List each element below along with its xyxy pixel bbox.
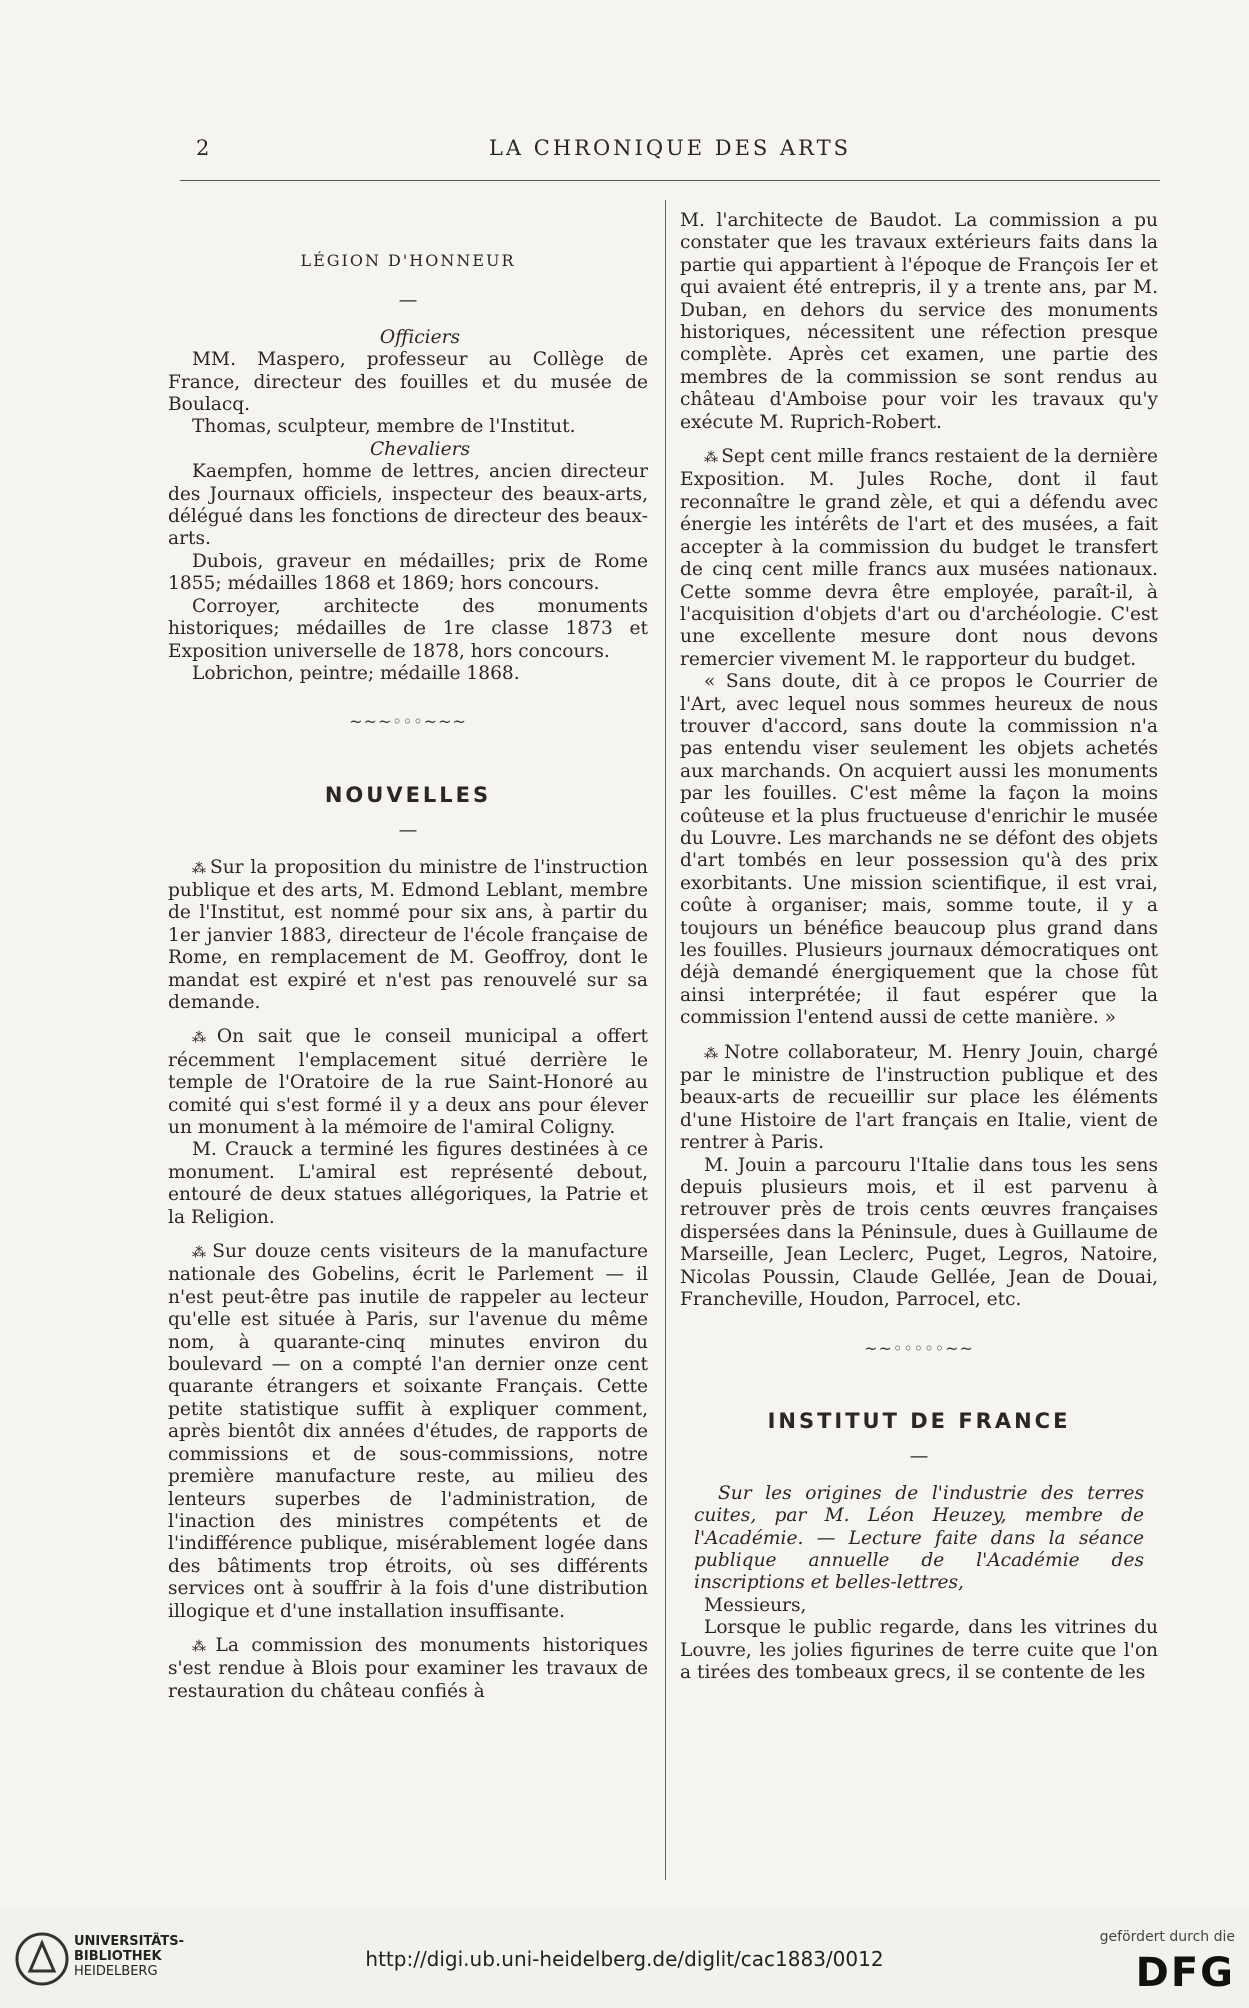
chevalier-entry: Dubois, graveur en médailles; prix de Rome 1855; médailles 1868 et 1869; hors concours. (168, 550, 648, 595)
institut-title: INSTITUT DE FRANCE (767, 1408, 1071, 1433)
news-paragraph: M. Jouin a parcouru l'Italie dans tous les sens depuis plusieurs mois, et il est parvenu à retrouver près de trois cents œuvres françaises dispersées dans la Péninsule, dues à Guillaume de Marseille, Jean Leclerc, Puget, Legros, Natoire, Nicolas Poussin, Claude Gellée, Jean de Douai, Francheville, Houdon, Parrocel, etc. (680, 1154, 1158, 1311)
news-paragraph: ⁂ Sur la proposition du ministre de l'instruction publique et des arts, M. Edmond Leblant, membre de l'Institut, est nommé pour six ans, à partir du 1er janvier 1883, directeur de l'école française de Rome, en remplacement de M. Geoffroy, dont le mandat est expiré et n'est pas renouvelé sur sa demande. (168, 856, 649, 1013)
section-dash: — (909, 1446, 929, 1468)
asterism-icon: ⁂ (704, 450, 718, 467)
ornament-divider: ~~◦◦◦◦◦~~ (864, 1338, 974, 1358)
officiers-label: Officiers (379, 326, 461, 348)
salutation: Messieurs, (704, 1594, 807, 1616)
left-column (168, 210, 648, 1703)
source-url-link[interactable]: http://digi.ub.uni-heidelberg.de/diglit/cac1883/0012 (365, 1947, 884, 1971)
lecture-intro: Sur les origines de l'industrie des terres cuites, par M. Léon Heuzey, membre de l'Académie. — Lecture faite dans la séance publique annuelle de l'Académie des inscriptions et belles-lettres, (694, 1482, 1144, 1594)
nouvelles-title: NOUVELLES (324, 782, 492, 807)
dfg-logo: DFG (1135, 1950, 1235, 1996)
asterism-icon: ⁂ (192, 1245, 209, 1262)
news-paragraph: ⁂ Notre collaborateur, M. Henry Jouin, chargé par le ministre de l'instruction publique et des beaux-arts de recueillir sur place les éléments d'une Histoire de l'art français en Italie, vient de rentrer à Paris. (680, 1041, 1159, 1154)
asterism-icon: ⁂ (192, 860, 206, 877)
asterism-icon: ⁂ (192, 1030, 213, 1047)
header-rule (180, 180, 1160, 181)
news-paragraph: ⁂ La commission des monuments historiques s'est rendue à Blois pour examiner les travaux de restauration du château confiés à (168, 1634, 648, 1702)
chevaliers-label: Chevaliers (369, 438, 471, 460)
library-name: UNIVERSITÄTS- BIBLIOTHEK HEIDELBERG (74, 1934, 184, 1979)
page-number: 2 (196, 136, 210, 160)
legion-title: LÉGION D'HONNEUR (300, 251, 516, 270)
news-paragraph: M. Crauck a terminé les figures destinées à ce monument. L'amiral est représenté debout, entouré de deux statues allégoriques, la Patrie et la Religion. (168, 1139, 648, 1228)
ornament-divider: ~~~◦◦◦~~~ (349, 712, 467, 732)
funded-by-text: gefördert durch die (1099, 1929, 1235, 1945)
chevalier-entry: Lobrichon, peintre; médaille 1868. (192, 662, 520, 684)
news-paragraph: M. l'architecte de Baudot. La commission a pu constater que les travaux extérieurs faits dans la partie qui appartient à l'époque de François Ier et qui avaient été entrepris, il y a trente ans, par M. Duban, en dehors du service des monuments historiques, nécessitent une réfection presque complète. Après cet examen, une partie des membres de la commission se sont rendus au château d'Amboise pour voir les travaux qu'y exécute M. Ruprich-Robert. (680, 210, 1158, 433)
page-header (180, 136, 1160, 166)
news-paragraph: ⁂ Sept cent mille francs restaient de la dernière Exposition. M. Jules Roche, dont il faut reconnaître le grand zèle, et qui a défendu avec énergie les intérêts de l'art et des musées, a fait accepter à la commission du budget le transfert de cinq cent mille francs aux musées nationaux. Cette somme devra être employée, paraît-il, à l'acquisition d'objets d'art ou d'archéologie. C'est une excellente mesure dont nous devons remercier vivement M. le rapporteur du budget. (680, 446, 1159, 670)
column-rule (665, 200, 666, 1880)
lecture-paragraph: Lorsque le public regarde, dans les vitrines du Louvre, les jolies figurines de terre cuite que l'on a tirées des tombeaux grecs, il se contente de les (680, 1617, 1158, 1683)
section-dash: — (398, 820, 418, 842)
right-column (680, 210, 1158, 1684)
officier-entry: Thomas, sculpteur, membre de l'Institut. (192, 416, 576, 438)
chevalier-entry: Corroyer, architecte des monuments historiques; médailles de 1re classe 1873 et Exposition universelle de 1878, hors concours. (168, 595, 648, 662)
asterism-icon: ⁂ (704, 1045, 721, 1062)
running-title: LA CHRONIQUE DES ARTS (488, 136, 851, 160)
asterism-icon: ⁂ (192, 1638, 212, 1655)
news-paragraph: ⁂ Sur douze cents visiteurs de la manufacture nationale des Gobelins, écrit le Parlement — il n'est peut-être pas inutile de rappeler au lecteur qu'elle est située à Paris, sur l'avenue du même nom, à quarante-cinq minutes environ du boulevard — on a compté l'an dernier onze cent quarante étrangers et soixante Français. Cette petite statistique suffit à expliquer comment, après bientôt dix années d'études, de rapports de commissions et de sous-commissions, notre première manufacture reste, au milieu des lenteurs superbes de l'administration, de l'inaction des ministres compétents et de l'indifférence publique, misérablement logée dans des bâtiments trop étroits, où ses différents services ont à souffrir à la fois d'une distribution illogique et d'une installation insuffisante. (168, 1241, 648, 1622)
news-paragraph: ⁂ On sait que le conseil municipal a offert récemment l'emplacement situé derrière le temple de l'Oratoire de la rue Saint-Honoré au comité qui s'est formé il y a deux ans pour élever un monument à la mémoire de l'amiral Coligny. (168, 1026, 649, 1138)
chevalier-entry: Kaempfen, homme de lettres, ancien directeur des Journaux officiels, inspecteur des beaux-arts, délégué dans les fonctions de directeur des beaux-arts. (168, 461, 648, 550)
section-dash: — (398, 290, 418, 312)
officier-entry: MM. Maspero, professeur au Collège de France, directeur des fouilles et du musée de Boulacq. (168, 349, 648, 416)
quote-paragraph: « Sans doute, dit à ce propos le Courrier de l'Art, avec lequel nous sommes heureux de nous trouver d'accord, sans doute la commission n'a pas entendu viser seulement les objets achetés aux marchands. On acquiert aussi les monuments par les fouilles. C'est même la façon la moins coûteuse et la plus fructueuse d'enrichir le musée du Louvre. Les marchands ne se défont des objets d'art tombés en leur possession qu'à des prix exorbitants. Une mission scientifique, il est vrai, coûte à organiser; mais, somme toute, il y a toujours un bénéfice beaucoup plus grand dans les fouilles. Plusieurs journaux démocratiques ont déjà demandé énergiquement que la chose fût ainsi interprétée; il faut espérer que la commission l'entend aussi de cette manière. » (680, 671, 1158, 1029)
